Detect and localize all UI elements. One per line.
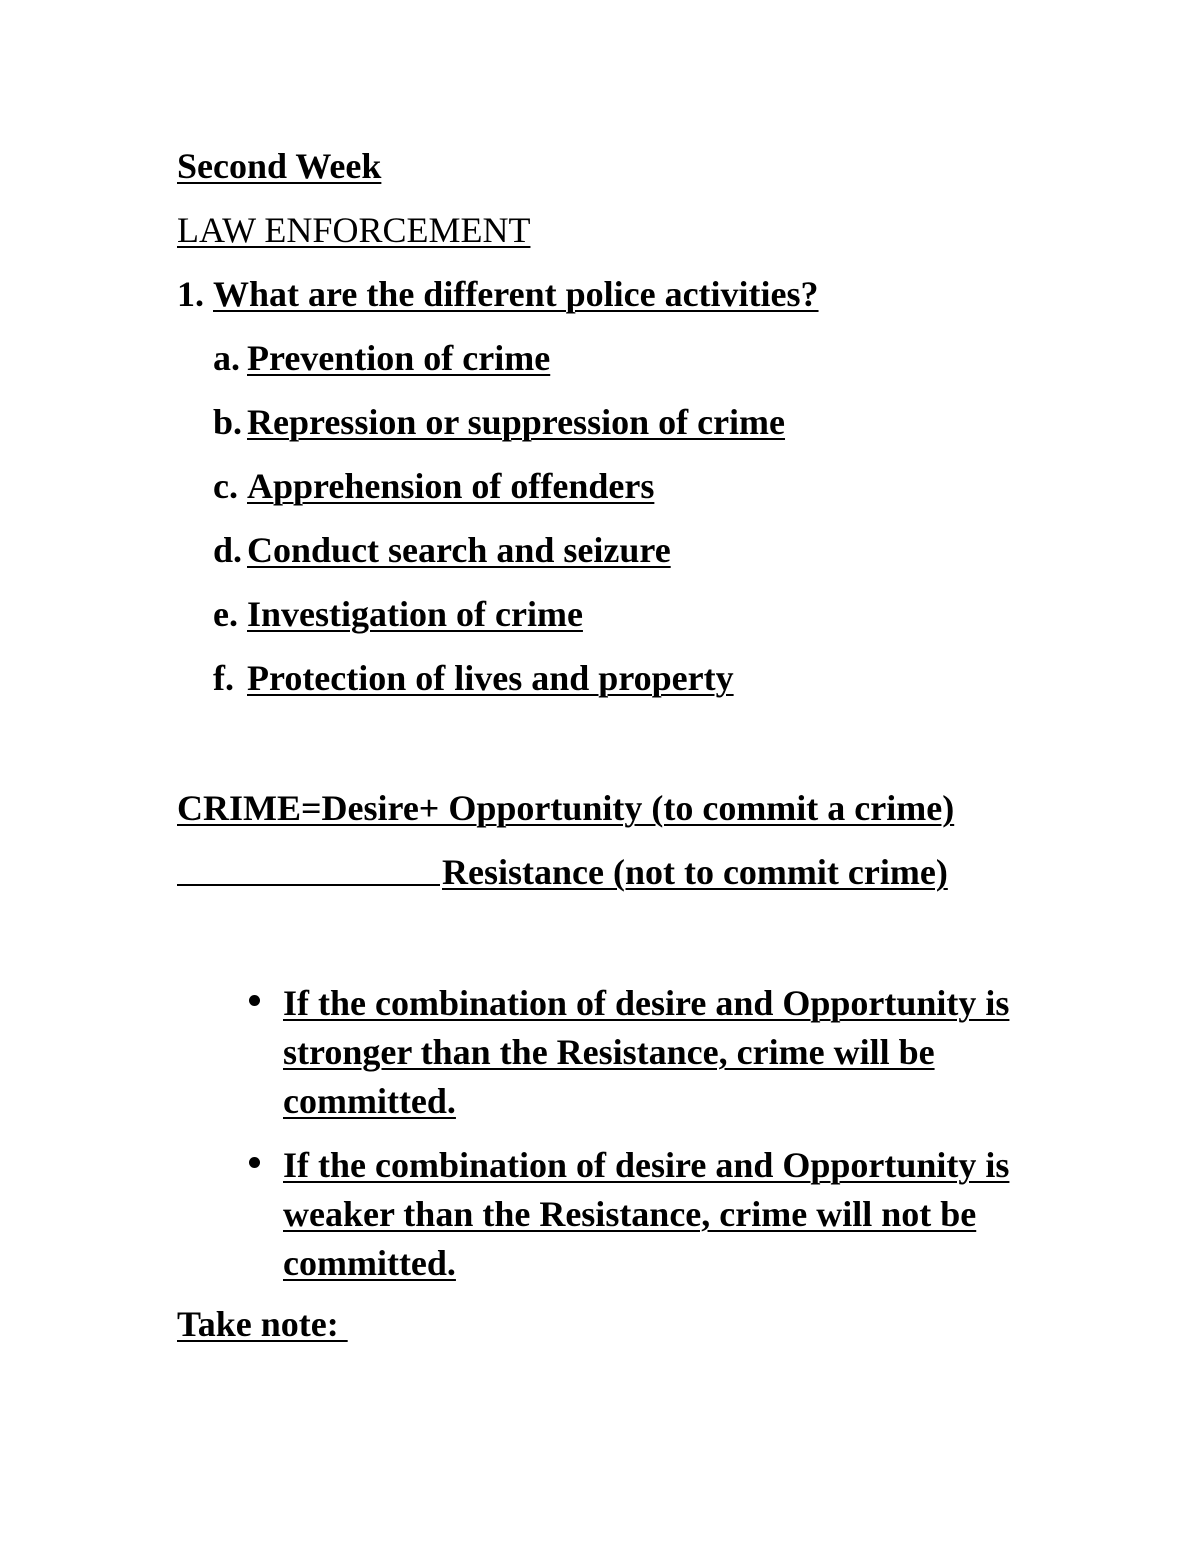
activity-marker: d. (213, 530, 243, 570)
activity-item: Apprehension of offenders (247, 466, 655, 506)
activity-marker: f. (213, 658, 234, 698)
activity-item: Investigation of crime (247, 594, 583, 634)
activity-item: Conduct search and seizure (247, 530, 671, 570)
bullet-item: If the combination of desire and Opportunity is stronger than the Resistance, crime will be committed. (283, 983, 1010, 1121)
question-text: What are the different police activities? (213, 274, 819, 314)
page-title: Second Week (177, 146, 382, 186)
bullet-item: If the combination of desire and Opportunity is weaker than the Resistance, crime will not be committed. (283, 1145, 1010, 1283)
formula-fraction-line (177, 884, 440, 886)
bullet-icon (249, 995, 260, 1006)
crime-formula-numerator: CRIME=Desire+ Opportunity (to commit a crime) (177, 788, 955, 828)
activity-marker: a. (213, 338, 240, 378)
activity-marker: c. (213, 466, 238, 506)
activity-marker: b. (213, 402, 243, 442)
activity-item: Protection of lives and property (247, 658, 734, 698)
bullet-icon (249, 1157, 260, 1168)
activity-item: Repression or suppression of crime (247, 402, 786, 442)
activity-marker: e. (213, 594, 238, 634)
section-heading: LAW ENFORCEMENT (177, 210, 531, 250)
crime-formula-denominator: Resistance (not to commit crime) (442, 852, 948, 892)
question-number: 1. (177, 274, 204, 314)
activity-item: Prevention of crime (247, 338, 551, 378)
take-note-label: Take note: (177, 1304, 348, 1344)
